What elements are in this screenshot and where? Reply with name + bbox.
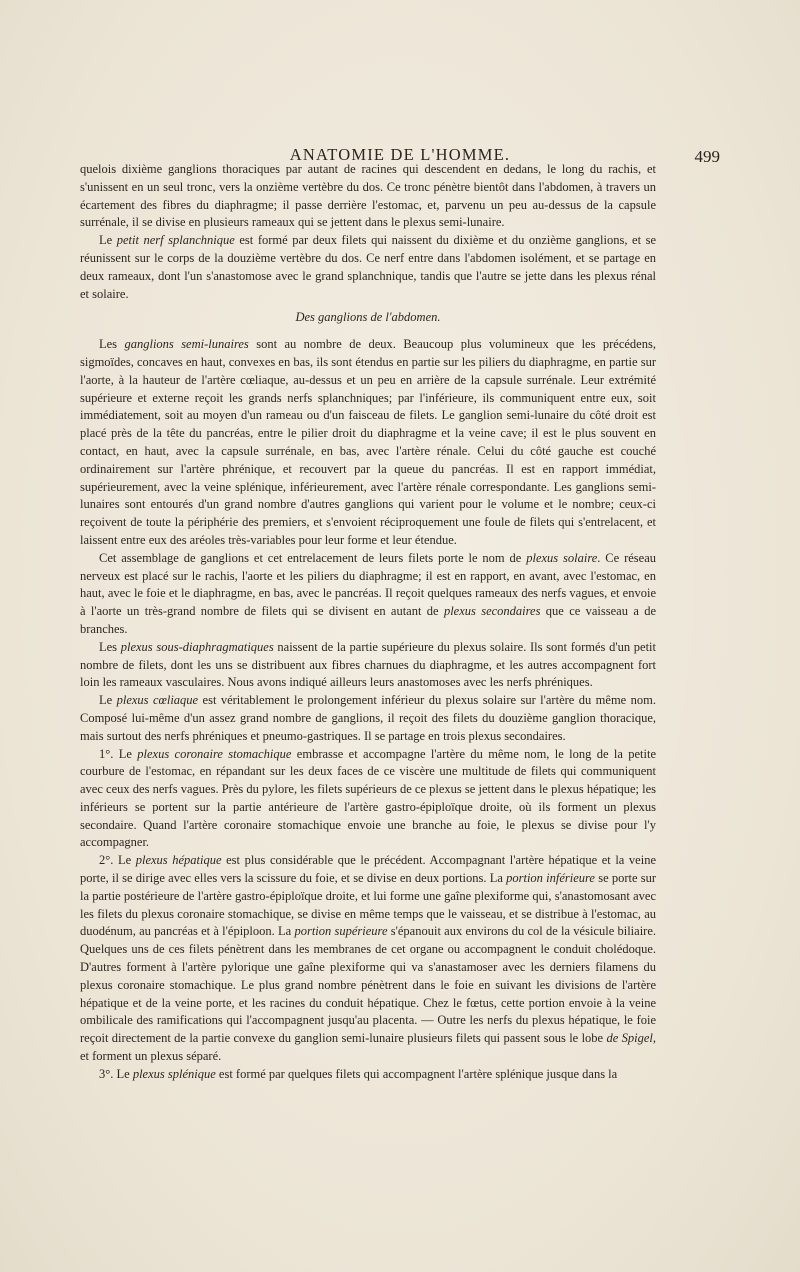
term-plexus-sous-diaphragmatiques: plexus sous-diaphragmatiques: [120, 639, 274, 654]
text-run: sont au nombre de deux. Beaucoup plus volumineux que les précédens, sigmoïdes, concaves en haut, convexes en bas, ils sont étendus en partie sur les piliers du diaphragme, en partie sur l'aorte, à la hauteur de l'artère cœliaque, au-dessus et un peu en arrière de la capsule surrénale. Leur extrémité supérieure et externe reçoit les grands nerfs splanchniques; par l'inférieure, ils communiquent entre eux, soit immédiatement, soit au moyen d'un rameau ou d'un faisceau de filets. Le ganglion semi-lunaire du côté droit est placé près de la tête du pancréas, entre le pilier droit du diaphragme et la veine cave; il est le plus souvent en contact, en haut, avec la capsule surrénale, en bas, avec l'artère rénale. Celui du côté gauche est couché ordinairement sur l'artère phrénique, et recouvert par la queue du pancréas. Il est en rapport immédiat, supérieurement, avec la veine splénique, inférieurement, avec l'artère rénale correspondante. Les ganglions semi-lunaires sont entourés d'un grand nombre d'autres ganglions qui varient pour le volume et le nombre; ceux-ci reçoivent de toute la périphérie des premiers, et s'envoient réciproquement une foule de filets qui s'entrelacent, et laissent entre eux des aréoles très-variables pour leur forme et leur étendue.: [80, 337, 656, 547]
term-plexus-coeliaque: plexus cœliaque: [116, 693, 199, 708]
section-heading: Des ganglions de l'abdomen.: [295, 310, 441, 325]
paragraph-7: [80, 746, 656, 853]
text-run: naissent de la partie supérieure du plexus solaire. Ils sont formés d'un petit nombre de filets, dont les uns se distribuent aux fibres charnues du diaphragme, et les autres accompagnent fort loin les rameaux vasculaires. Nous avons indiqué ailleurs leurs anastomoses avec les nerfs phréniques.: [80, 639, 656, 690]
term-plexus-coronaire-stomachique: plexus coronaire stomachique: [137, 746, 292, 761]
text-run: embrasse et accompagne l'artère du même nom, le long de la petite courbure de l'estomac, en répandant sur les deux faces de ce viscère une multitude de filets qui communiquent avec ceux des nerfs vagues. Près du pylore, les filets supérieurs de ce plexus se jettent dans le plexus hépatique; les inférieurs se portent sur la partie antérieure de l'artère gastro-épiploïque droite, où ils forment un plexus secondaire. Quand l'artère coronaire stomachique envoie une branche au foie, le plexus se divise pour l'y accompagner.: [80, 746, 656, 850]
term-ganglions-semi-lunaires: ganglions semi-lunaires: [124, 337, 249, 352]
text-run: 1°. Le: [99, 746, 138, 761]
text-run: . Ce réseau nerveux est placé sur le rachis, l'aorte et les piliers du diaphragme; il est en rapport, en avant, avec l'estomac, en haut, avec le foie et le diaphragme, en bas, avec le pancréas. Il reçoit quelques rameaux des nerfs vagues, et envoie à l'aorte un très-grand nombre de filets qui se divisent en autant de: [80, 550, 656, 619]
text-run: se porte sur la partie postérieure de l'artère gastro-épiploïque droite, et lui forme une gaîne plexiforme qui, s'anastomosant avec les filets du plexus coronaire stomachique, se divise en même temps que le vaisseau, et se distribue à l'estomac, au duodénum, au pancréas et à l'épiploon. La: [80, 871, 656, 939]
paragraph-9: [80, 1066, 656, 1084]
paragraph-4: [80, 550, 656, 639]
running-title: ANATOMIE DE L'HOMME.: [289, 145, 511, 164]
text-run: , et forment un plexus séparé.: [80, 1031, 656, 1064]
text-run: Le: [99, 693, 117, 708]
term-portion-superieure: portion supérieure: [294, 924, 388, 939]
term-plexus-solaire: plexus solaire: [526, 550, 598, 565]
term-plexus-hepatique: plexus hépatique: [135, 853, 222, 868]
text-run: Cet assemblage de ganglions et cet entrelacement de leurs filets porte le nom de: [99, 550, 527, 565]
page-number: 499: [694, 147, 720, 166]
term-de-spigel: de Spigel: [606, 1031, 653, 1046]
paragraph-6: [80, 692, 656, 745]
text-run: est plus considérable que le précédent. Accompagnant l'artère hépatique et la veine porte, il se dirige avec elles vers la scissure du foie, et se divise en deux portions. La: [80, 853, 656, 886]
paragraph-3: [80, 336, 656, 550]
term-plexus-secondaires: plexus secondaires: [443, 604, 541, 619]
text-run: Les: [99, 639, 121, 654]
paragraph-2: [80, 232, 656, 303]
text-run: 3°. Le: [99, 1066, 133, 1081]
term-portion-inferieure: portion inférieure: [506, 871, 595, 886]
text-run: est véritablement le prolongement inférieur du plexus solaire sur l'artère du même nom. Composé lui-même d'un assez grand nombre de ganglions, il reçoit des filets du douzième ganglion thoracique, mais surtout des nerfs phréniques et pneumo-gastriques. Il se partage en trois plexus secondaires.: [80, 693, 656, 743]
paragraph-8: [80, 852, 656, 1066]
text-run: 2°. Le: [99, 853, 136, 868]
text-run: est formé par quelques filets qui accompagnent l'artère splénique jusque dans la: [215, 1066, 618, 1081]
text-run: s'épanouit aux environs du col de la vésicule biliaire. Quelques uns de ces filets pénètrent dans les membranes de cet organe ou accompagnent le conduit cholédoque. D'autres forment à l'artère pylorique une gaîne plexiforme qui va s'anastamoser avec les derniers filamens du plexus coronaire stomachique. Le plus grand nombre pénètrent dans le foie en suivant les divisions de l'artère hépatique et de la veine porte, et les racines du conduit hépatique. Chez le fœtus, cette portion envoie à la veine ombilicale des ramifications qui l'accompagnent jusqu'au placenta. — Outre les nerfs du plexus hépatique, le foie reçoit directement de la partie convexe du ganglion semi-lunaire plusieurs filets qui passent sous le lobe: [80, 924, 657, 1046]
text-run: Les: [99, 337, 125, 352]
term-petit-nerf-splanchnique: petit nerf splanchnique: [116, 233, 235, 248]
text-run: Le: [99, 233, 117, 248]
term-plexus-splenique: plexus splénique: [132, 1066, 216, 1081]
text-run: que ce vaisseau a de branches.: [80, 604, 657, 636]
text-run: est formé par deux filets qui naissent du dixième et du onzième ganglions, et se réunissent sur le corps de la douzième vertèbre du dos. Ce nerf entre dans l'abdomen isolément, et se partage en deux rameaux, dont l'un s'anastomose avec le grand splanchnique, tandis que l'autre se jette dans les plexus rénal et solaire.: [80, 233, 657, 301]
paragraph-5: [80, 639, 656, 692]
body-text: [80, 161, 656, 1084]
paragraph-1: quelois dixième ganglions thoraciques par autant de racines qui descendent en dedans, le long du rachis, et s'unissent en un seul tronc, vers la onzième vertèbre du dos. Ce tronc pénètre bientôt dans l'abdomen, à travers un écartement des fibres du diaphragme; il passe derrière l'estomac, et, parvenu un peu au-dessus de la capsule surrénale, il se divise en plusieurs rameaux qui se jettent dans le plexus semi-lunaire.: [80, 162, 656, 230]
